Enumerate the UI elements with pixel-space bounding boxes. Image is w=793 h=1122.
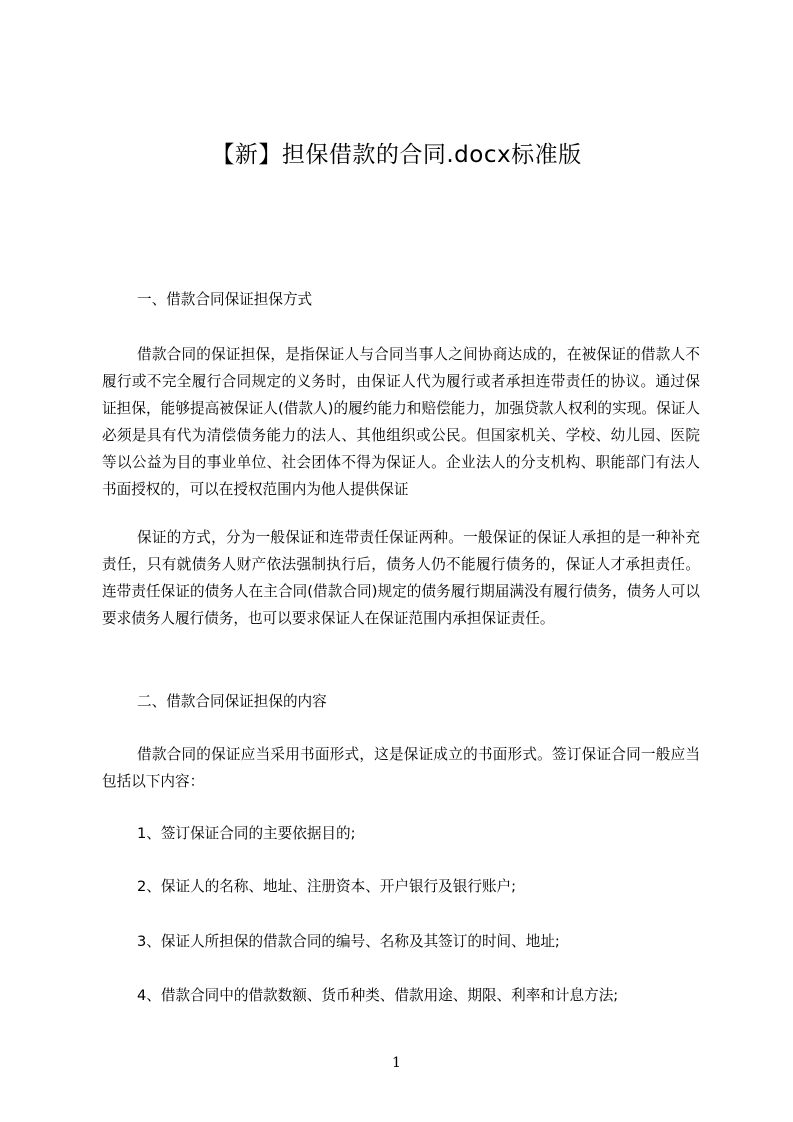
page-number: 1 [392, 1055, 401, 1071]
paragraph-text: 借款合同的保证担保，是指保证人与合同当事人之间协商达成的，在被保证的借款人不履行或不完全履行合同规定的义务时，由保证人代为履行或者承担连带责任的协议。通过保证担保，能够提高被保证人(借款人)的履约能力和赔偿能力，加强贷款人权利的实现。保证人必须是具有代为清偿债务能力的法人、其他组织或公民。但国家机关、学校、幼儿园、医院等以公益为目的事业单位、社会团体不得为保证人。企业法人的分支机构、职能部门有法人书面授权的，可以在授权范围内为他人提供保证 [102, 346, 700, 498]
paragraph-text: 借款合同的保证应当采用书面形式，这是保证成立的书面形式。签订保证合同一般应当包括以下内容： [102, 746, 700, 790]
section-heading-2: 二、借款合同保证担保的内容 [137, 693, 327, 710]
section-heading-1: 一、借款合同保证担保方式 [137, 291, 313, 308]
document-title: 【新】担保借款的合同.docx标准版 [211, 142, 582, 168]
section-2-paragraph-1 [102, 741, 700, 795]
section-1-paragraph-1 [102, 341, 700, 503]
list-item: 1、签订保证合同的主要依据目的; [137, 825, 356, 842]
list-item: 2、保证人的名称、地址、注册资本、开户银行及银行账户; [137, 878, 517, 895]
section-1-paragraph-2 [102, 524, 700, 632]
paragraph-text: 保证的方式，分为一般保证和连带责任保证两种。一般保证的保证人承担的是一种补充责任，只有就债务人财产依法强制执行后，债务人仍不能履行债务的，保证人才承担责任。连带责任保证的债务人在主合同(借款合同)规定的债务履行期届满没有履行债务，债务人可以要求债务人履行债务，也可以要求保证人在保证范围内承担保证责任。 [102, 529, 700, 627]
list-item: 4、借款合同中的借款数额、货币种类、借款用途、期限、利率和计息方法; [137, 987, 619, 1004]
list-item: 3、保证人所担保的借款合同的编号、名称及其签订的时间、地址; [137, 933, 560, 950]
